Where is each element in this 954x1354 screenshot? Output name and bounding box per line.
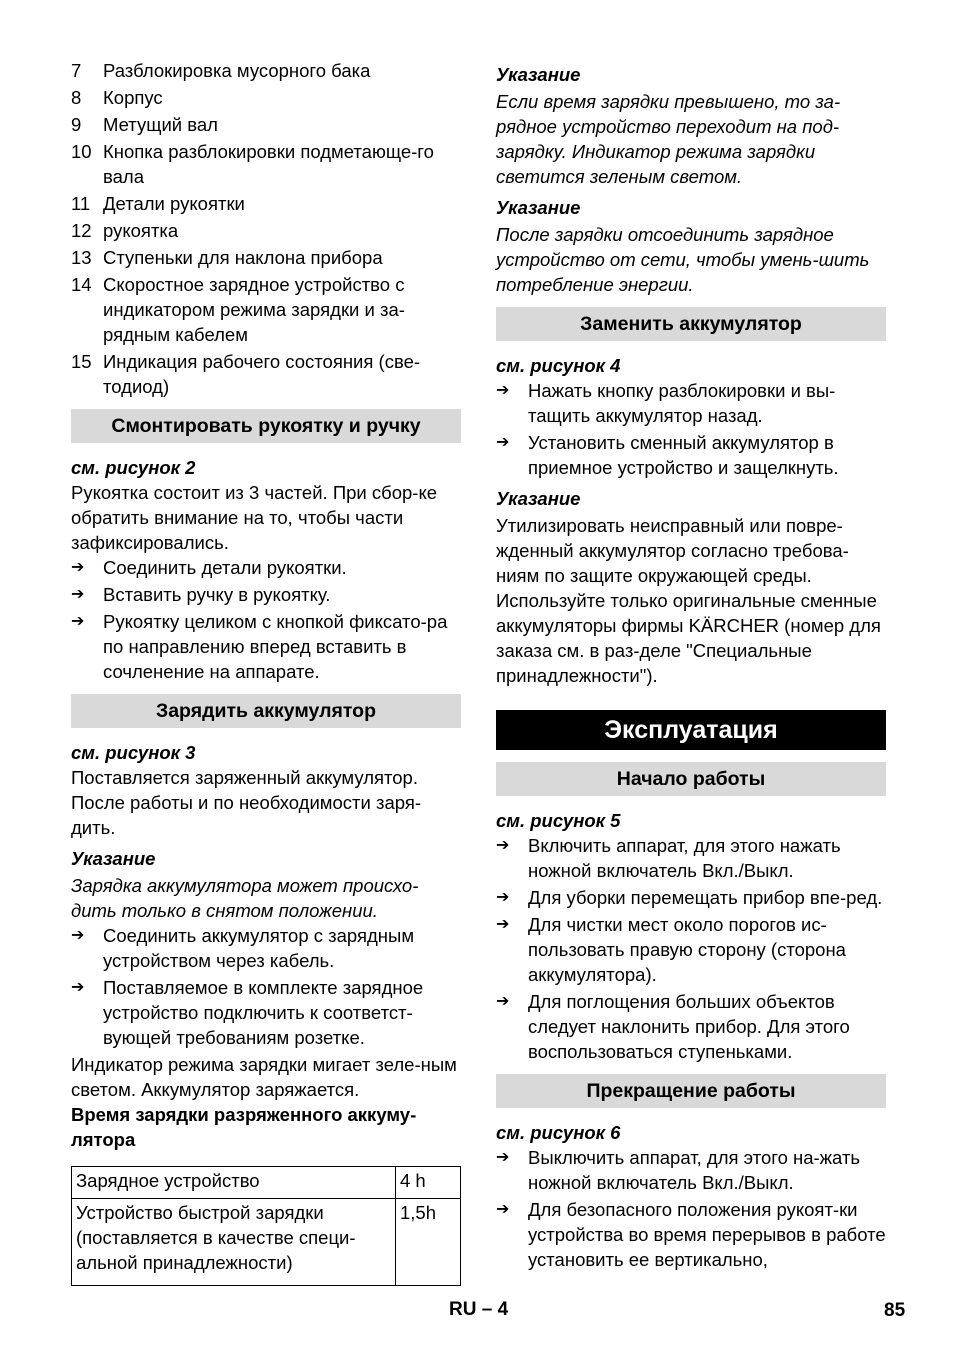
bold-heading: Время зарядки разряженного аккуму-лятора [71, 1104, 417, 1150]
step-item: ➔ Нажать кнопку разблокировки и вы-тащить аккумулятор назад. [496, 380, 836, 426]
step-item: ➔ Для поглощения больших объектов следует наклонить прибор. Для этого воспользоваться ступеньками. [496, 991, 850, 1062]
figure-reference: см. рисунок 4 [496, 355, 621, 376]
list-item: 14 Скоростное зарядное устройство с индикатором режима зарядки и за-рядным кабелем [71, 274, 405, 345]
chapter-title-operation: Эксплуатация [496, 710, 886, 750]
left-column [71, 58, 461, 1286]
step-item: ➔ Вставить ручку в рукоятку. [71, 584, 331, 605]
table-cell: Устройство быстрой зарядки (поставляется в качестве специ-альной принадлежности) [72, 1199, 396, 1286]
step-item: ➔ Включить аппарат, для этого нажать ножной включатель Вкл./Выкл. [496, 835, 841, 881]
note-heading: Указание [496, 197, 581, 218]
note-heading: Указание [71, 848, 156, 869]
arrow-icon: ➔ [496, 382, 510, 399]
note-heading: Указание [496, 64, 581, 85]
arrow-icon: ➔ [71, 927, 85, 944]
note-text: После зарядки отсоединить зарядное устройство от сети, чтобы умень-шить потребление энергии. [496, 224, 870, 295]
step-item: ➔ Поставляемое в комплекте зарядное устройство подключить к соответст-вующей требованиям розетке. [71, 977, 424, 1048]
arrow-icon: ➔ [496, 916, 510, 933]
list-item: 15 Индикация рабочего состояния (све-тодиод) [71, 351, 421, 397]
figure-reference: см. рисунок 2 [71, 457, 196, 478]
arrow-icon: ➔ [71, 559, 85, 576]
body-text: Утилизировать неисправный или повре-жденный аккумулятор согласно требова-ниям по защите окружающей среды. Используйте только оригинальные сменные аккумуляторы фирмы KÄRCHER (номер для заказа см. в раз-деле "Специальные принадлежности"). [496, 515, 881, 686]
step-item: ➔ Установить сменный аккумулятор в приемное устройство и защелкнуть. [496, 432, 839, 478]
arrow-icon: ➔ [496, 434, 510, 451]
parts-list [71, 58, 461, 399]
body-text: Индикатор режима зарядки мигает зеле-ным светом. Аккумулятор заряжается. [71, 1054, 457, 1100]
list-item: 10 Кнопка разблокировки подметающе-го вала [71, 141, 434, 187]
body-text: Рукоятка состоит из 3 частей. При сбор-ке обратить внимание на то, чтобы части зафиксировались. [71, 482, 438, 553]
arrow-icon: ➔ [496, 1149, 510, 1166]
table-row [72, 1199, 461, 1286]
section-heading-replace-battery: Заменить аккумулятор [496, 307, 886, 341]
note-text: Если время зарядки превышено, то за-рядное устройство переходит на под-зарядку. Индикатор режима зарядки светится зеленым светом. [496, 91, 841, 187]
arrow-icon: ➔ [496, 1201, 510, 1218]
section-heading-charge-battery: Зарядить аккумулятор [71, 694, 461, 728]
arrow-icon: ➔ [496, 993, 510, 1010]
step-item: ➔ Рукоятку целиком с кнопкой фиксато-ра по направлению вперед вставить в сочленение на аппарате. [71, 611, 448, 682]
arrow-icon: ➔ [496, 837, 510, 854]
page-number: 85 [884, 1300, 906, 1321]
note-heading: Указание [496, 488, 581, 509]
list-item: 12 рукоятка [71, 220, 179, 241]
list-item: 7 Разблокировка мусорного бака [71, 60, 371, 81]
step-item: ➔ Для чистки мест около порогов ис-пользовать правую сторону (сторона аккумулятора). [496, 914, 846, 985]
step-item: ➔ Для безопасного положения рукоят-ки устройства во время перерывов в работе установить ее вертикально, [496, 1199, 886, 1270]
footer-language-page: RU – 4 [449, 1299, 509, 1320]
table-cell: 1,5h [396, 1199, 461, 1286]
charge-time-table [71, 1166, 461, 1286]
figure-reference: см. рисунок 5 [496, 810, 621, 831]
table-row [72, 1167, 461, 1199]
list-item: 13 Ступеньки для наклона прибора [71, 247, 383, 268]
section-heading-stop-work: Прекращение работы [496, 1074, 886, 1108]
section-heading-start-work: Начало работы [496, 762, 886, 796]
list-item: 9 Метущий вал [71, 114, 218, 135]
note-text: Зарядка аккумулятора может происхо-дить только в снятом положении. [71, 875, 419, 921]
arrow-icon: ➔ [71, 979, 85, 996]
arrow-icon: ➔ [71, 613, 85, 630]
step-item: ➔ Выключить аппарат, для этого на-жать ножной включатель Вкл./Выкл. [496, 1147, 861, 1193]
step-item: ➔ Соединить аккумулятор с зарядным устройством через кабель. [71, 925, 415, 971]
body-text: Поставляется заряженный аккумулятор. После работы и по необходимости заря-дить. [71, 767, 422, 838]
arrow-icon: ➔ [496, 889, 510, 906]
arrow-icon: ➔ [71, 586, 85, 603]
table-cell: Зарядное устройство [72, 1167, 396, 1199]
step-item: ➔ Соединить детали рукоятки. [71, 557, 347, 578]
figure-reference: см. рисунок 3 [71, 742, 196, 763]
step-item: ➔ Для уборки перемещать прибор впе-ред. [496, 887, 883, 908]
section-heading-mount-handle: Смонтировать рукоятку и ручку [71, 409, 461, 443]
figure-reference: см. рисунок 6 [496, 1122, 621, 1143]
table-cell: 4 h [396, 1167, 461, 1199]
list-item: 8 Корпус [71, 87, 163, 108]
right-column [496, 58, 886, 1274]
list-item: 11 Детали рукоятки [71, 193, 245, 214]
